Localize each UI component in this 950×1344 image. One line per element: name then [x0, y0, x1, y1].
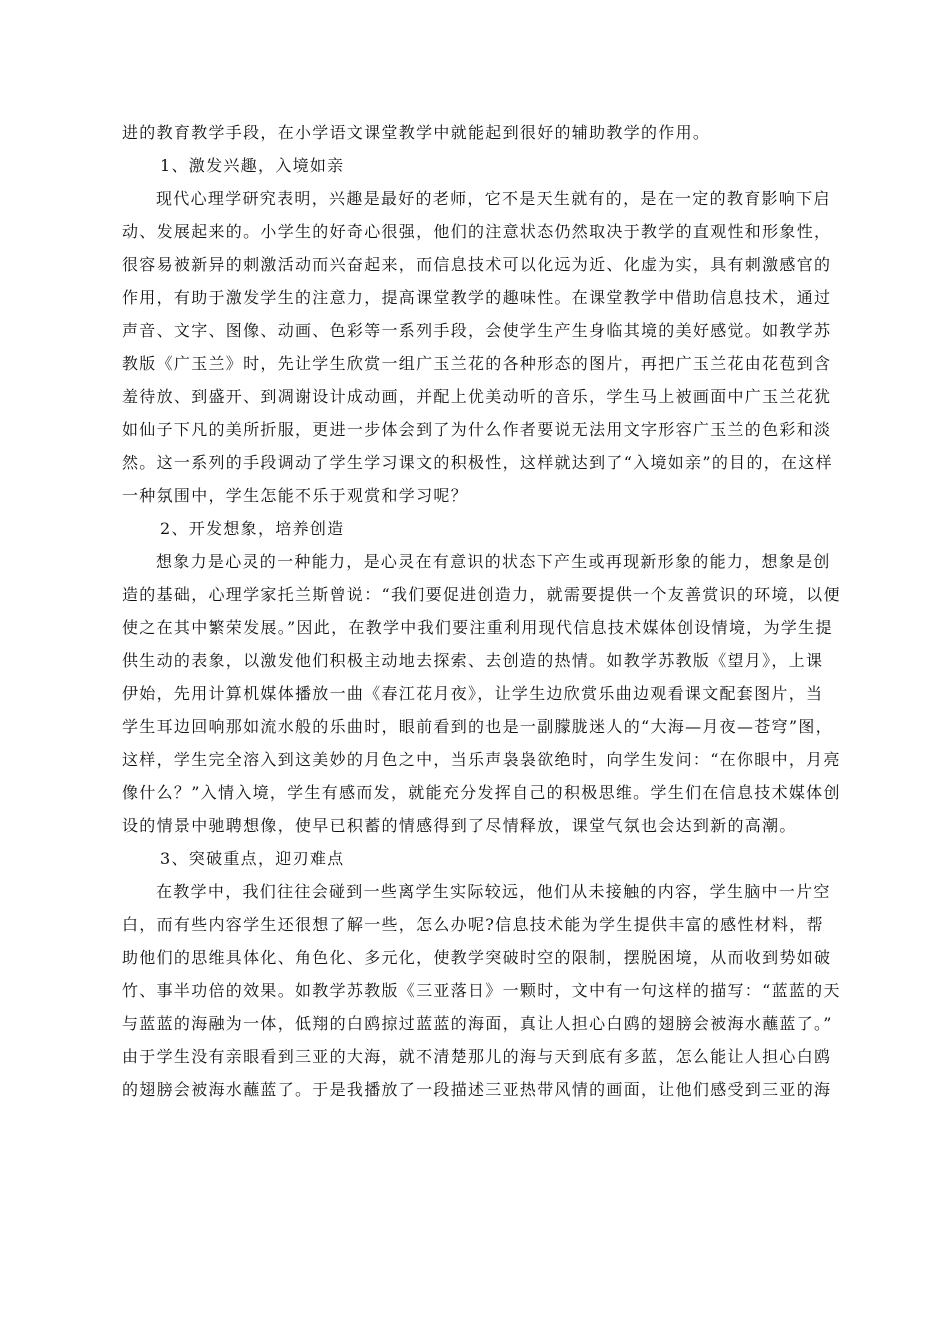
paragraph-line: 在教学中，我们往往会碰到一些离学生实际较远，他们从未接触的内容，学生脑中一片空 [156, 882, 831, 901]
paragraph-line: 的翅膀会被海水蘸蓝了。于是我播放了一段描述三亚热带风情的画面，让他们感受到三亚的海 [122, 1080, 832, 1099]
paragraph-line: 然。这一系列的手段调动了学生学习课文的积极性，这样就达到了“入境如亲”的目的，在这样 [122, 453, 833, 472]
section-heading: 3、突破重点，迎刃难点 [160, 849, 345, 868]
paragraph-line: 白，而有些内容学生还很想了解一些，怎么办呢?信息技术能为学生提供丰富的感性材料，帮 [122, 915, 824, 934]
paragraph-line: 声音、文字、图像、动画、色彩等一系列手段，会使学生产生身临其境的美好感觉。如教学苏 [122, 321, 832, 340]
paragraph-line: 如仙子下凡的美所折服，更进一步体会到了为什么作者要说无法用文字形容广玉兰的色彩和淡 [122, 420, 832, 439]
section-paragraph [122, 182, 833, 512]
paragraph-line: 羞待放、到盛开、到凋谢设计成动画，并配上优美动听的音乐，学生马上被画面中广玉兰花犹 [122, 387, 832, 406]
paragraph-line: 竹、事半功倍的效果。如教学苏教版《三亚落日》一颗时，文中有一句这样的描写：“蓝蓝的天 [122, 981, 841, 1000]
paragraph-line: 想象力是心灵的一种能力，是心灵在有意识的状态下产生或再现新形象的能力，想象是创 [156, 552, 831, 571]
paragraph-line: 设的情景中驰聘想像，使早已积蓄的情感得到了尽情释放，课堂气氛也会达到新的高潮。 [122, 816, 797, 835]
paragraph-line: 现代心理学研究表明，兴趣是最好的老师，它不是天生就有的，是在一定的教育影响下启 [156, 189, 831, 208]
paragraph-line: 教版《广玉兰》时，先让学生欣赏一组广玉兰花的各种形态的图片，再把广玉兰花由花苞到含 [122, 354, 832, 373]
paragraph-line: 伊始，先用计算机媒体播放一曲《春江花月夜》，让学生边欣赏乐曲边观看课文配套图片，当 [122, 684, 824, 703]
intro-line: 进的教育教学手段，在小学语文课堂教学中就能起到很好的辅助教学的作用。 [122, 123, 711, 142]
paragraph-line: 动、发展起来的。小学生的好奇心很强，他们的注意状态仍然取决于教学的直观性和形象性， [122, 222, 832, 241]
document-page [122, 116, 841, 1106]
paragraph-line: 由于学生没有亲眼看到三亚的大海，就不清楚那儿的海与天到底有多蓝，怎么能让人担心白鸥 [122, 1047, 832, 1066]
paragraph-line: 像什么？”入情入境，学生有感而发，就能充分发挥自己的积极思维。学生们在信息技术媒体创 [122, 783, 841, 802]
section-paragraph [122, 875, 841, 1106]
section-heading: 1、激发兴趣，入境如亲 [160, 156, 345, 175]
paragraph-line: 学生耳边回响那如流水般的乐曲时，眼前看到的也是一副朦胧迷人的“大海—月夜—苍穹”图， [122, 717, 833, 736]
paragraph-line: 很容易被新异的刺激活动而兴奋起来，而信息技术可以化远为近、化虚为实，具有刺激感官的 [122, 255, 832, 274]
paragraph-line: 这样，学生完全溶入到这美妙的月色之中，当乐声袅袅欲绝时，向学生发问：“在你眼中，月亮 [122, 750, 841, 769]
paragraph-line: 与蓝蓝的海融为一体，低翔的白鸥掠过蓝蓝的海面，真让人担心白鸥的翅膀会被海水蘸蓝了。” [122, 1014, 833, 1033]
paragraph-line: 供生动的表象，以激发他们积极主动地去探索、去创造的热情。如教学苏教版《望月》，上课 [122, 651, 824, 670]
paragraph-line: 助他们的思维具体化、角色化、多元化，使教学突破时空的限制，摆脱困境，从而收到势如破 [122, 948, 832, 967]
paragraph-line: 造的基础，心理学家托兰斯曾说：“我们要促进创造力，就需要提供一个友善赏识的环境，以便 [122, 585, 841, 604]
section-heading: 2、开发想象，培养创造 [160, 519, 345, 538]
paragraph-line: 作用，有助于激发学生的注意力，提高课堂教学的趣味性。在课堂教学中借助信息技术，通过 [122, 288, 832, 307]
paragraph-line: 使之在其中繁荣发展。”因此，在教学中我们要注重利用现代信息技术媒体创设情境，为学生提 [122, 618, 833, 637]
paragraph-line: 一种氛围中，学生怎能不乐于观赏和学习呢？ [122, 486, 469, 505]
section-paragraph [122, 545, 841, 842]
